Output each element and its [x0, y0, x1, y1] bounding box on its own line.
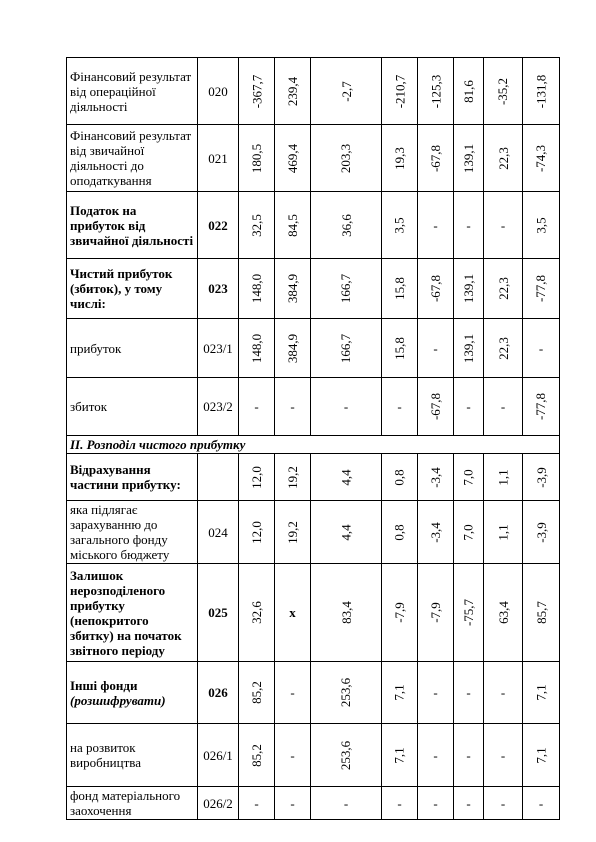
value-text: 22,3 — [495, 277, 511, 300]
value-text: -3,4 — [428, 466, 443, 488]
value-cell — [523, 724, 560, 787]
row-label-text: на розвиток виробництва — [70, 740, 141, 770]
value-text: - — [290, 747, 295, 763]
value-cell — [311, 501, 382, 564]
value-cell — [454, 58, 484, 125]
value-text: -3,9 — [533, 521, 549, 543]
row-label-text: Фінансовий результат від звичайної діяльності до оподаткування — [70, 128, 192, 188]
row-label-text: Податок на прибуток від звичайної діяльності — [70, 202, 194, 248]
value-text: - — [433, 795, 438, 811]
value-cell — [523, 319, 560, 378]
value-cell — [239, 259, 275, 319]
value-cell — [484, 125, 523, 192]
value-cell — [418, 378, 454, 436]
value-cell — [311, 564, 382, 662]
row-label — [67, 787, 198, 820]
value-text: -3,4 — [428, 521, 443, 543]
value-text: 384,9 — [285, 273, 300, 304]
table-body — [67, 58, 560, 820]
table-row — [67, 564, 560, 662]
value-text: 7,1 — [533, 746, 549, 764]
value-text: 32,6 — [249, 601, 264, 624]
value-cell — [454, 192, 484, 259]
value-text: -7,9 — [428, 602, 443, 623]
value-cell — [454, 564, 484, 662]
value-cell — [418, 125, 454, 192]
row-label — [67, 378, 198, 436]
value-text: 203,3 — [338, 143, 354, 173]
row-code: 023/2 — [198, 378, 239, 436]
row-label-note: (розшифрувати) — [70, 692, 166, 708]
value-text: 1,1 — [495, 523, 511, 541]
row-code: 024 — [198, 501, 239, 564]
row-label — [67, 454, 198, 501]
value-text: - — [433, 685, 438, 700]
value-text: -210,7 — [392, 74, 407, 108]
value-cell — [418, 501, 454, 564]
value-cell — [454, 787, 484, 820]
value-text: 384,9 — [285, 333, 300, 363]
value-text: 12,0 — [249, 520, 264, 544]
row-label — [67, 125, 198, 192]
value-text: - — [343, 399, 349, 414]
row-code: 020 — [198, 58, 239, 125]
value-cell — [311, 319, 382, 378]
value-text: 180,5 — [249, 143, 264, 173]
value-text: x — [289, 605, 296, 620]
value-text: 85,2 — [249, 743, 264, 767]
value-text: - — [466, 399, 471, 414]
value-text: - — [397, 795, 402, 811]
row-label — [67, 319, 198, 378]
row-label-text: прибуток — [70, 340, 122, 356]
table-row — [67, 125, 560, 192]
value-text: - — [290, 399, 295, 414]
value-cell — [454, 319, 484, 378]
table-row — [67, 378, 560, 436]
value-cell — [523, 192, 560, 259]
value-text: 0,8 — [392, 468, 407, 486]
row-label — [67, 724, 198, 787]
value-cell — [484, 319, 523, 378]
row-label-text: Інші фонди — [70, 677, 138, 693]
value-cell — [418, 319, 454, 378]
value-cell — [311, 724, 382, 787]
value-text: 19,2 — [285, 465, 300, 489]
value-text: - — [343, 795, 349, 811]
table-row — [67, 662, 560, 724]
value-cell — [382, 58, 418, 125]
value-cell — [239, 58, 275, 125]
value-text: -74,3 — [533, 144, 549, 172]
value-cell — [239, 787, 275, 820]
value-text: 7,0 — [461, 468, 476, 486]
value-cell — [311, 125, 382, 192]
value-cell — [523, 259, 560, 319]
value-cell — [523, 125, 560, 192]
value-cell — [311, 378, 382, 436]
value-cell — [484, 724, 523, 787]
value-cell — [484, 564, 523, 662]
value-cell — [418, 259, 454, 319]
value-text: -77,8 — [533, 274, 549, 303]
value-cell — [275, 192, 311, 259]
value-cell — [382, 319, 418, 378]
value-cell — [418, 724, 454, 787]
value-text: 15,8 — [392, 277, 407, 300]
value-text: 19,3 — [392, 146, 407, 170]
value-text: - — [500, 685, 506, 700]
value-text: - — [466, 747, 471, 763]
section-row — [67, 436, 560, 454]
value-text: 83,4 — [338, 601, 354, 624]
value-text: 36,6 — [338, 213, 354, 237]
value-cell — [454, 454, 484, 501]
value-cell — [382, 259, 418, 319]
row-label — [67, 192, 198, 259]
value-text: 81,6 — [461, 79, 476, 103]
value-text: 148,0 — [249, 273, 264, 304]
value-cell — [454, 724, 484, 787]
value-cell — [239, 378, 275, 436]
value-text: - — [500, 217, 506, 233]
value-text: 139,1 — [461, 143, 477, 173]
value-text: -77,8 — [533, 392, 549, 421]
value-text: 139,1 — [461, 273, 477, 304]
value-cell — [239, 192, 275, 259]
value-text: - — [397, 399, 402, 414]
value-cell — [275, 58, 311, 125]
value-text: - — [466, 685, 471, 700]
table-row — [67, 724, 560, 787]
value-text: -67,8 — [428, 392, 443, 421]
value-cell — [275, 662, 311, 724]
row-label — [67, 662, 198, 724]
value-cell — [275, 501, 311, 564]
value-text: -75,7 — [461, 598, 476, 627]
value-cell — [239, 662, 275, 724]
section-title: ІІ. Розподіл чистого прибутку — [67, 436, 560, 454]
value-text: -7,9 — [392, 602, 407, 623]
financial-table — [66, 57, 560, 820]
value-text: 4,4 — [338, 523, 354, 541]
value-cell — [382, 662, 418, 724]
value-cell — [523, 787, 560, 820]
value-cell — [523, 454, 560, 501]
value-cell — [311, 192, 382, 259]
value-cell — [311, 787, 382, 820]
value-text: - — [500, 747, 506, 763]
row-label — [67, 58, 198, 125]
row-label — [67, 501, 198, 564]
table-row — [67, 501, 560, 564]
row-label-text: фонд матеріального заохочення — [70, 788, 181, 818]
value-text: 19,2 — [285, 520, 300, 544]
value-cell — [523, 564, 560, 662]
value-text: 12,0 — [249, 465, 264, 489]
value-text: -367,7 — [249, 74, 264, 108]
row-code: 026/2 — [198, 787, 239, 820]
value-text: -2,7 — [338, 80, 354, 102]
value-text: -67,8 — [428, 274, 443, 303]
row-label-text: збиток — [70, 399, 108, 414]
value-text: 7,0 — [461, 523, 476, 541]
value-cell — [382, 787, 418, 820]
value-cell — [484, 501, 523, 564]
row-label-text: Залишок нерозподіленого прибутку (непокритого збитку) на початок звітного періоду — [70, 567, 182, 658]
value-cell — [382, 564, 418, 662]
value-cell — [454, 378, 484, 436]
table-row — [67, 454, 560, 501]
value-cell — [239, 125, 275, 192]
table-row — [67, 787, 560, 820]
value-text: 166,7 — [338, 273, 354, 304]
value-text: 85,2 — [249, 681, 264, 704]
value-text: - — [538, 795, 544, 811]
value-text: -131,8 — [533, 74, 549, 108]
value-cell — [418, 787, 454, 820]
value-cell — [454, 501, 484, 564]
value-text: - — [433, 747, 438, 763]
value-cell — [239, 724, 275, 787]
value-text: - — [538, 340, 544, 356]
value-text: -35,2 — [495, 77, 511, 105]
value-cell — [484, 58, 523, 125]
value-cell — [454, 662, 484, 724]
value-cell — [484, 454, 523, 501]
value-text: 4,4 — [338, 468, 354, 486]
value-text: - — [466, 795, 471, 811]
value-text: 63,4 — [495, 601, 511, 624]
value-text: -3,9 — [533, 466, 549, 488]
table-row — [67, 58, 560, 125]
value-text: 166,7 — [338, 333, 354, 363]
value-cell — [523, 58, 560, 125]
row-label-text: Відрахування частини прибутку: — [70, 462, 181, 492]
row-label-text: яка підлягає зарахуванню до загального фонду міського бюджету — [70, 502, 170, 562]
value-cell — [275, 125, 311, 192]
value-text: 0,8 — [392, 523, 407, 541]
row-code: 023/1 — [198, 319, 239, 378]
value-cell — [311, 662, 382, 724]
value-text: - — [466, 217, 471, 233]
row-label — [67, 259, 198, 319]
value-text: 469,4 — [285, 143, 300, 173]
value-text: 84,5 — [285, 213, 300, 237]
value-cell — [275, 259, 311, 319]
value-text: 148,0 — [249, 333, 264, 363]
value-text: - — [433, 217, 438, 233]
value-cell — [418, 58, 454, 125]
row-code: 022 — [198, 192, 239, 259]
row-code — [198, 454, 239, 501]
value-text: - — [500, 795, 506, 811]
row-label — [67, 564, 198, 662]
value-text: 253,6 — [338, 740, 354, 770]
value-text: -125,3 — [428, 74, 443, 108]
value-cell — [418, 662, 454, 724]
value-text: 85,7 — [533, 601, 549, 624]
value-cell — [311, 454, 382, 501]
value-cell — [484, 378, 523, 436]
value-text: - — [290, 685, 295, 700]
value-cell — [484, 662, 523, 724]
value-cell — [454, 259, 484, 319]
row-code: 026/1 — [198, 724, 239, 787]
value-cell — [239, 564, 275, 662]
value-cell — [418, 454, 454, 501]
value-text: 139,1 — [461, 333, 477, 363]
value-text: 239,4 — [285, 76, 300, 106]
value-cell — [523, 378, 560, 436]
value-cell — [484, 192, 523, 259]
row-code: 021 — [198, 125, 239, 192]
row-code: 026 — [198, 662, 239, 724]
value-cell — [382, 454, 418, 501]
value-text: - — [433, 340, 438, 356]
value-cell — [382, 724, 418, 787]
value-cell — [311, 259, 382, 319]
table-row — [67, 319, 560, 378]
value-cell — [275, 724, 311, 787]
value-cell — [382, 501, 418, 564]
value-cell — [382, 125, 418, 192]
value-text: 3,5 — [392, 216, 407, 234]
value-text: - — [254, 795, 259, 811]
value-text: 15,8 — [392, 336, 407, 360]
value-text: -67,8 — [428, 144, 443, 172]
value-text: 22,3 — [495, 146, 511, 170]
table-row — [67, 259, 560, 319]
value-text: - — [290, 795, 295, 811]
value-cell — [311, 58, 382, 125]
value-text: 22,3 — [495, 336, 511, 360]
value-text: 7,1 — [392, 746, 407, 764]
value-cell — [239, 319, 275, 378]
row-label-text: Фінансовий результат від операційної діяльності — [70, 68, 192, 114]
value-text: 253,6 — [338, 677, 354, 708]
value-cell — [382, 378, 418, 436]
value-text: 7,1 — [533, 684, 549, 701]
value-text: 32,5 — [249, 213, 264, 237]
value-cell — [275, 787, 311, 820]
value-cell — [454, 125, 484, 192]
value-cell — [239, 454, 275, 501]
value-cell — [275, 378, 311, 436]
row-label-text: Чистий прибуток (збиток), у тому числі: — [70, 266, 173, 311]
value-cell — [523, 501, 560, 564]
value-cell — [382, 192, 418, 259]
table-row — [67, 192, 560, 259]
value-cell — [418, 564, 454, 662]
value-cell — [275, 564, 311, 662]
value-text: 3,5 — [533, 216, 549, 234]
value-cell — [239, 501, 275, 564]
value-text: - — [254, 399, 259, 414]
value-cell — [484, 787, 523, 820]
value-text: 1,1 — [495, 468, 511, 486]
value-cell — [484, 259, 523, 319]
value-cell — [275, 319, 311, 378]
value-text: - — [500, 399, 506, 414]
value-cell — [275, 454, 311, 501]
value-text: 7,1 — [392, 684, 407, 701]
value-cell — [418, 192, 454, 259]
row-code: 023 — [198, 259, 239, 319]
value-cell — [523, 662, 560, 724]
row-code: 025 — [198, 564, 239, 662]
